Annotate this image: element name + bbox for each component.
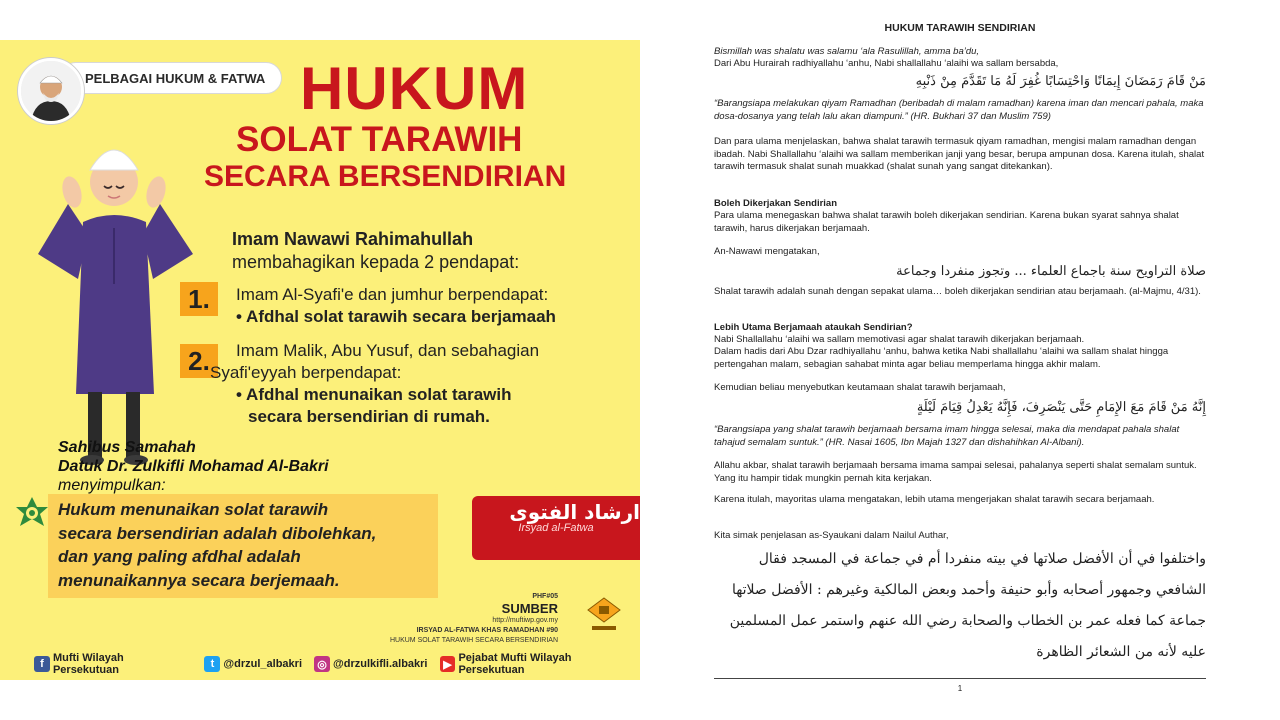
title-secara-bersendirian: SECARA BERSENDIRIAN	[204, 160, 567, 193]
document-page	[690, 0, 1230, 720]
category-badge: PELBAGAI HUKUM & FATWA	[60, 62, 282, 94]
paragraph-qiyam: Dan para ulama menjelaskan, bahwa shalat tarawih termasuk qiyam ramadhan, mengisi malam ramadhan dengan ibadah. Nabi Shallallahu ‘alaihi wa sallam memberikan janji yang besar, berupa ampunan dosa. Karena itulah, shalat tarawih termasuk shalat sunah muakkad (shalat sunah yang sangat ditekankan).	[714, 136, 1205, 172]
heading-boleh-sendirian: Boleh Dikerjakan Sendirian	[714, 198, 838, 209]
youtube-icon: ▶	[440, 656, 456, 672]
title-hukum: HUKUM	[300, 55, 529, 122]
social-youtube[interactable]: ▶ Pejabat Mufti Wilayah Persekutuan	[440, 652, 641, 676]
social-instagram[interactable]: ◎ @drzulkifli.albakri	[314, 656, 427, 672]
social-facebook[interactable]: f Mufti Wilayah Persekutuan	[34, 652, 192, 676]
heading-lebih-utama: Lebih Utama Berjamaah ataukah Sendirian?	[714, 322, 913, 333]
hadith-1-translation: “Barangsiapa melakukan qiyam Ramadhan (beribadah di malam ramadhan) karena iman dan mencari pahala, maka dosa-dosanya yang telah lalu akan diampuni.” (HR. Bukhari 37 dan Muslim 759)	[714, 98, 1204, 122]
arabic-hadith-2: إِنَّهُ مَنْ قَامَ مَعَ الإِمَامِ حَتَّى يَنْصَرِفَ، فَإِنَّهُ يَعْدِلُ قِيَامَ لَيْلَةٍ	[916, 400, 1206, 415]
opinion-1: Imam Al-Syafi'e dan jumhur berpendapat: • Afdhal solat tarawih secara berjamaah	[236, 285, 556, 326]
social-twitter[interactable]: t @drzul_albakri	[204, 656, 302, 672]
paragraph-abu-dzar: Dalam hadis dari Abu Dzar radhiyallahu ‘anhu, bahwa ketika Nabi shallallahu ‘alaihi wa sallam shalat hingga pertengahan malam, sebagian sahabat minta agar beliau memperlama hingga akhir malam.	[714, 346, 1169, 370]
paragraph-boleh-sendirian: Para ulama menegaskan bahwa shalat tarawih boleh dikerjakan sendirian. Karena bukan syarat sahnya shalat tarawih, harus dikerjakan berjamaah.	[714, 210, 1179, 234]
page-number: 1	[957, 684, 963, 693]
opinion-2: Imam Malik, Abu Yusuf, dan sebahagian Syafi'eyyah berpendapat: • Afdhal menunaikan solat tarawih secara bersendirian di rumah.	[210, 341, 540, 426]
conclusion-text: Hukum menunaikan solat tarawih secara bersendirian adalah dibolehkan, dan yang paling afdhal adalah menunaikannya secara berjemaah.	[58, 500, 377, 590]
arabic-nailul-authar: واختلفوا في أن الأفضل صلاتها في بيته منفردا أم في جماعة في المسجد فقال الشافعي وجمهور أصحابه وأبو حنيفة وأحمد وبعض المالكية وغيرهم : الأفضل صلاتها جماعة كما فعله عمر بن الخطاب والصحابة رضي الله عنهم واستمر عمل المسلمين عليه لأنه من الشعائر الظاهرة	[729, 551, 1206, 660]
opinion-2-number: 2.	[180, 344, 218, 378]
title-solat-tarawih: SOLAT TARAWIH	[236, 120, 523, 159]
mufti-attribution: Sahibus Samahah Datuk Dr. Zulkifli Mohamad Al-Bakri menyimpulkan:	[58, 439, 329, 494]
hadith-2-translation: “Barangsiapa yang shalat tarawih berjamaah bersama imam hingga selesai, maka dia mendapat pahala shalat tahajud semalam suntuk.” (HR. Nasai 1605, Ibn Majah 1327 dan dishahihkan Al-Albani).	[714, 424, 1180, 448]
social-links-bar	[0, 648, 640, 680]
opinion-1-number: 1.	[180, 282, 218, 316]
irsyad-al-fatwa-label: ارشاد الفتوى Irsyad al-Fatwa	[472, 496, 640, 560]
nawawi-translation: Shalat tarawih adalah sunah dengan sepakat ulama… boleh dikerjakan sendirian atau berjamaah. (al-Majmu, 4/31).	[714, 286, 1201, 297]
nawawi-intro: An-Nawawi mengatakan,	[714, 246, 820, 257]
arabic-nawawi: صلاة التراويح سنة باجماع العلماء ... وتجوز منفردا وجماعة	[896, 264, 1206, 279]
paragraph-mayoritas: Karena itulah, mayoritas ulama mengatakan, lebih utama mengerjakan shalat tarawih secara berjamaah.	[714, 494, 1155, 505]
paragraph-keutamaan: Kemudian beliau menyebutkan keutamaan shalat tarawih berjamaah,	[714, 382, 1006, 393]
facebook-icon: f	[34, 656, 50, 672]
arabic-hadith-1: مَنْ قَامَ رَمَضَانَ إِيمَانًا وَاحْتِسَابًا غُفِرَ لَهُ مَا تَقَدَّمَ مِنْ ذَنْبِهِ	[915, 74, 1206, 89]
paragraph-syaukani: Kita simak penjelasan as-Syaukani dalam Nailul Authar,	[714, 530, 949, 541]
paragraph-allahu-akbar: Allahu akbar, shalat tarawih berjamaah bersama imama sampai selesai, pahalanya seperti shalat semalam suntuk. Yang itu hampir tidak mungkin pernah kita kerjakan.	[714, 460, 1197, 484]
instagram-icon: ◎	[314, 656, 330, 672]
fatwa-poster	[0, 40, 640, 680]
paragraph-motivasi: Nabi Shallallahu ‘alaihi wa sallam memotivasi agar shalat tarawih dikerjakan berjamaah.	[714, 334, 1085, 345]
intro-text: Imam Nawawi Rahimahullah membahagikan kepada 2 pendapat:	[232, 229, 520, 272]
twitter-icon: t	[204, 656, 220, 672]
mufti-office-logo-icon	[586, 596, 622, 636]
footer-divider	[714, 678, 1206, 679]
opening-line: Bismillah was shalatu was salamu ‘ala Rasulillah, amma ba’du,	[714, 46, 980, 57]
hadith-intro: Dari Abu Hurairah radhiyallahu ‘anhu, Nabi shallallahu ‘alaihi wa sallam bersabda,	[714, 58, 1059, 69]
source-info: PHF#05 SUMBER http://muftiwp.gov.my IRSYAD AL-FATWA KHAS RAMADHAN #90 HUKUM SOLAT TARAWIH SECARA BERSENDIRIAN	[389, 593, 558, 644]
islamic-star-icon	[14, 496, 50, 532]
document-title: HUKUM TARAWIH SENDIRIAN	[884, 22, 1036, 34]
